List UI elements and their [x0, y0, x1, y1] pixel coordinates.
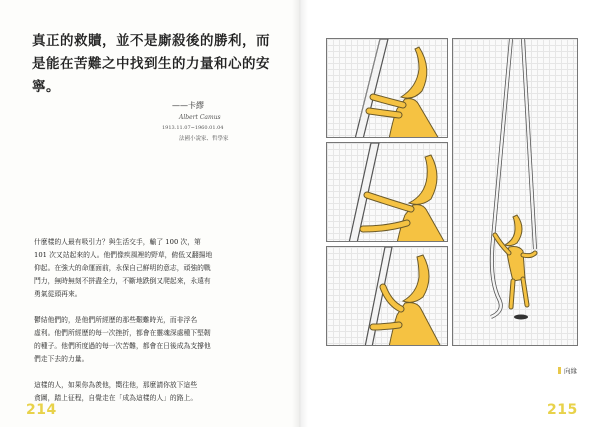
crescent-head-illustration	[505, 215, 522, 246]
chapter-tag	[558, 366, 577, 375]
body-paragraph	[34, 379, 269, 405]
crescent-head-illustration	[409, 155, 437, 204]
body-line: 什麼樣的人最有吸引力？與生活交手，輸了 100 次，第	[34, 238, 201, 246]
body-line: 鬥力，無時無刻不拼盡全力，不斷地跌倒又爬起來，永遠有	[34, 277, 211, 285]
quote-line: 是能在苦難之中找到生的力量和心的安	[32, 56, 270, 72]
quote-line: 真正的救贖，並不是廝殺後的勝利，而	[32, 33, 270, 49]
attribution-dates: 1913.11.07~1960.01.04	[162, 125, 224, 131]
page-number-right: 215	[547, 402, 578, 418]
crescent-head-illustration	[403, 255, 429, 302]
body-paragraph	[34, 314, 269, 366]
rope-illustration	[355, 39, 388, 138]
attribution-english-name: Albert Camus	[179, 114, 221, 121]
page-number-left: 214	[26, 402, 57, 418]
comic-illustration	[327, 143, 448, 242]
body-line: 勇氣從頭再來。	[34, 290, 82, 298]
book-gutter	[292, 0, 308, 427]
crescent-head-illustration	[401, 47, 427, 98]
comic-illustration	[327, 39, 448, 138]
comic-panel-4	[452, 38, 578, 346]
body-line: 這樣的人，如果你為羨他，嚮往他，那麼請你放下這些	[34, 381, 198, 389]
quote-line: 寧。	[32, 79, 60, 95]
epigraph-quote	[32, 30, 270, 99]
attribution-name: ——卡繆	[172, 101, 204, 110]
body-paragraph	[34, 236, 269, 301]
chapter-tag-marker	[558, 367, 561, 374]
comic-panel-3	[326, 246, 448, 346]
attribution-occupation: 法國小說家、哲學家	[179, 136, 229, 142]
body-line: 101 次又站起來的人。他們像疾風裡的野草，俯低又翻揚地	[34, 251, 213, 259]
body-line: 仰起。在強大的命運面前，永保自己鮮明的意志，頑強的戰	[34, 264, 211, 272]
hole-illustration	[514, 315, 528, 320]
body-line: 的種子。他們所度過的每一次苦難，都會在日後成為支撐他	[34, 342, 211, 350]
comic-illustration	[453, 39, 578, 346]
body-line: 虛利。他們所經歷的每一次挫折，都會在靈魂深處種下堅韌	[34, 329, 211, 337]
chapter-tag-label: 向緣	[564, 367, 577, 375]
body-line: 鬱結他們的，是他們所經歷的那些艱難時光，而非浮名	[34, 316, 198, 324]
comic-panel-2	[326, 142, 448, 242]
body-text	[34, 236, 269, 418]
body-line: 們走下去的力量。	[34, 355, 89, 363]
comic-illustration	[327, 247, 448, 346]
comic-panel-1	[326, 38, 448, 138]
body-line: 貪圖，踏上征程，自覺走在「成為這樣的人」的路上。	[34, 394, 198, 402]
